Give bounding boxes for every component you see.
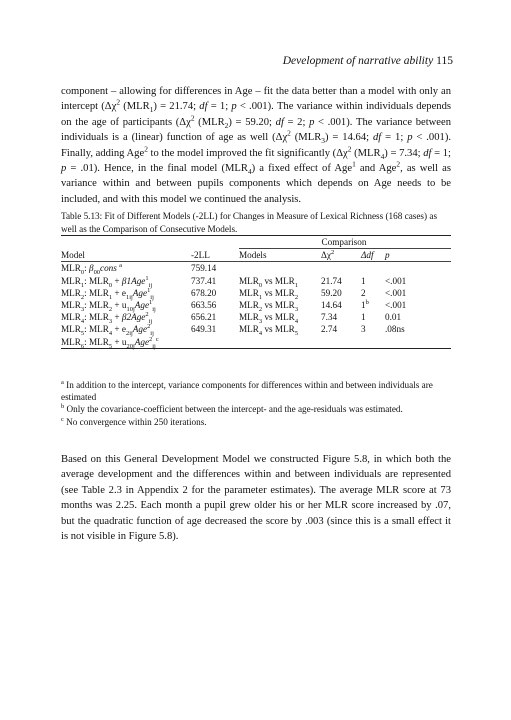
cell-comparison: [239, 299, 321, 311]
para1-seg: (MLR: [120, 101, 150, 113]
para1-seg: 1: [149, 105, 154, 115]
df-sup: b: [365, 298, 369, 306]
table-header-row: [61, 249, 451, 262]
model-seg: ij: [152, 342, 156, 350]
para1-seg: = 1;: [381, 132, 408, 144]
model-seg: : MLR: [84, 324, 109, 335]
para1-seg: 3: [321, 136, 325, 146]
cell-2ll: 737.41: [191, 275, 217, 286]
cmp-seg: MLR: [239, 312, 259, 323]
model-seg: 1: [147, 286, 151, 294]
para1-seg: 2: [396, 159, 401, 169]
para1-seg: ) = 7.34;: [384, 147, 424, 159]
model-seg: β: [121, 312, 127, 323]
model-seg: ij: [150, 330, 154, 338]
table-row: [61, 311, 451, 323]
model-seg: 1: [145, 274, 149, 282]
footnote-text: In addition to the intercept, variance components for differences within and between individuals are estimated: [61, 380, 433, 403]
cell-model: [61, 311, 191, 326]
cell-2ll: 678.20: [191, 287, 217, 298]
col-header-2ll: -2LL: [191, 249, 210, 260]
cell-2ll: 759.14: [191, 262, 239, 275]
cmp-seg: 3: [258, 318, 263, 326]
para1-seg: and Age: [355, 163, 397, 175]
df-value: 1: [361, 312, 366, 323]
model-seg: Age: [132, 287, 148, 298]
page-number: 115: [436, 55, 453, 67]
cell-p: .08ns: [385, 324, 405, 335]
cell-2ll: [191, 336, 239, 349]
cell-delta-df: [361, 299, 385, 311]
cmp-seg: vs MLR: [262, 312, 295, 323]
model-seg: 10j: [126, 305, 135, 313]
model-seg: 1ij: [125, 293, 133, 301]
df-value: 3: [361, 324, 366, 335]
model-seg: MLR: [61, 336, 81, 347]
model-seg: Age: [134, 336, 150, 347]
para1-seg: 2: [116, 97, 121, 107]
para1-seg: ) = 59.20;: [228, 116, 276, 128]
model-seg: Age: [132, 324, 148, 335]
model-seg: : MLR: [84, 300, 109, 311]
cmp-seg: 1: [294, 281, 299, 289]
model-seg: cons: [100, 263, 117, 274]
cell-comparison: [239, 262, 321, 275]
cell-2ll: 649.31: [191, 324, 217, 335]
model-seg: 0: [80, 269, 85, 277]
para1-seg: 2: [190, 113, 195, 123]
para1-seg: < .001). The variance within individuals depends on the age of participants (Δχ: [61, 101, 451, 128]
cell-2ll: 663.56: [191, 300, 217, 311]
model-seg: : MLR: [84, 287, 109, 298]
cell-model: [61, 275, 191, 287]
model-seg: MLR: [61, 275, 81, 286]
table-row: [61, 336, 451, 349]
para1-seg: 1: [352, 159, 356, 169]
para1-seg: 2: [144, 144, 148, 154]
para1-seg: p: [231, 101, 237, 113]
footnote-text: Only the covariance-coefficient between the intercept- and the age-residuals was estimated.: [64, 404, 403, 415]
footnote-text: No convergence within 250 iterations.: [63, 416, 207, 427]
para1-seg: df: [275, 116, 284, 128]
cell-2ll: 656.21: [191, 312, 217, 323]
delta-chi-sup: 2: [331, 249, 335, 257]
df-value: 1: [361, 300, 366, 311]
table-row: [61, 323, 451, 335]
model-seg: : MLR: [84, 312, 109, 323]
cell-model: [61, 287, 191, 299]
model-seg: 2: [108, 305, 113, 313]
running-head-title: Development of narrative ability: [282, 55, 434, 67]
model-seg: ij: [148, 318, 153, 326]
comparison-group-header: Comparison: [239, 236, 451, 249]
model-seg: β: [121, 275, 127, 286]
cell-p: <.001: [385, 275, 407, 286]
model-seg: MLR: [61, 287, 81, 298]
df-value: 2: [361, 287, 366, 298]
cmp-seg: MLR: [239, 275, 259, 286]
para1-seg: p: [407, 132, 413, 144]
cmp-seg: 3: [294, 305, 299, 313]
cmp-seg: 2: [258, 305, 263, 313]
para1-seg: 2: [287, 128, 291, 138]
cell-delta-chi: 21.74: [321, 275, 342, 286]
paragraph-1: [61, 84, 451, 207]
cell-comparison: [239, 311, 321, 326]
model-seg: MLR: [61, 263, 81, 274]
model-seg: c: [155, 335, 159, 343]
cell-p: <.001: [385, 300, 407, 311]
cell-delta-chi: 14.64: [321, 300, 342, 311]
running-head: [283, 55, 453, 67]
delta-chi-text: Δχ: [321, 250, 331, 261]
cell-model: [61, 323, 191, 338]
model-fit-table: [61, 235, 451, 349]
para1-seg: = .01). Hence, in the final model (MLR: [66, 163, 248, 175]
model-seg: 4: [80, 318, 85, 326]
table-footnote: [61, 379, 461, 403]
para1-seg: = 1;: [207, 101, 232, 113]
model-seg: : MLR: [84, 275, 109, 286]
model-seg: 2ij: [125, 330, 133, 338]
model-seg: 6: [80, 342, 85, 350]
table-group-header-row: [61, 236, 451, 249]
model-seg: +: [112, 275, 122, 286]
para1-seg: ) = 21.74;: [153, 101, 200, 113]
cell-delta-df: [361, 275, 385, 287]
para1-seg: p: [61, 163, 67, 175]
model-seg: :: [84, 263, 89, 274]
para1-seg: 2: [224, 120, 229, 130]
model-seg: 5: [80, 330, 85, 338]
para1-seg: df: [372, 132, 382, 144]
col-header-model: Model: [61, 249, 85, 260]
cell-delta-df: [361, 336, 385, 349]
delta-df-text: Δdf: [361, 250, 374, 261]
cmp-seg: vs MLR: [262, 275, 295, 286]
model-seg: 2: [80, 293, 85, 301]
model-seg: + u: [112, 336, 127, 347]
model-seg: 1: [80, 281, 85, 289]
model-seg: + e: [112, 324, 126, 335]
df-value: 1: [361, 275, 366, 286]
table-notes: [61, 379, 461, 428]
cmp-seg: MLR: [239, 300, 259, 311]
table-row: [61, 299, 451, 311]
cmp-seg: 1: [258, 293, 263, 301]
cmp-seg: vs MLR: [262, 287, 295, 298]
model-seg: 3: [108, 318, 113, 326]
cell-delta-df: [361, 262, 385, 275]
cmp-seg: 4: [294, 318, 299, 326]
para1-seg: < .001). Finally, adding Age: [61, 132, 451, 159]
model-seg: ij: [150, 293, 154, 301]
p-text: p: [385, 250, 390, 261]
para1-seg: = 1;: [431, 147, 452, 159]
para1-seg: df: [199, 101, 208, 113]
col-header-delta-chi: [321, 249, 361, 262]
model-seg: 1: [108, 293, 113, 301]
para1-seg: (MLR: [290, 132, 322, 144]
col-header-delta-df: [361, 249, 385, 262]
para1-seg: < .001). The variance between individuals is a (linear) function of age as well (Δχ: [61, 116, 451, 144]
col-header-p: [385, 249, 451, 262]
model-seg: +: [112, 312, 122, 323]
cell-delta-chi: 7.34: [321, 312, 338, 323]
model-seg: ij: [148, 281, 153, 289]
col-header-models: Models: [239, 250, 267, 261]
table-footnote: [61, 403, 461, 415]
model-seg: 1: [126, 275, 132, 286]
model-seg: 2: [145, 311, 149, 319]
para1-seg: component – allowing for differences in Age – fit the data better than a model with only an intercept (Δχ: [61, 86, 451, 113]
model-seg: 20j: [126, 342, 135, 350]
cell-model: [61, 262, 191, 275]
model-seg: ij: [152, 305, 156, 313]
model-seg: : MLR: [84, 336, 109, 347]
model-seg: MLR: [61, 324, 81, 335]
model-seg: 1: [149, 298, 153, 306]
table-body: [61, 262, 451, 348]
model-seg: a: [119, 262, 123, 270]
cmp-seg: MLR: [239, 324, 259, 335]
model-seg: 2: [126, 312, 132, 323]
paragraph-2: Based on this General Development Model we constructed Figure 5.8, in which both the average development and the differences within and between individuals are represented (see Table 2.3 in Appendix 2 for the parameter estimates). The average MLR score at 73 months was 2.25. Each month a pupil grew older his or her MLR score increased by .07, but the quadratic function of age decreased the score by .003 (since this is a small effect it is not visible in Figure 5.8).: [61, 454, 451, 543]
table-caption: Table 5.13: Fit of Different Models (-2LL) for Changes in Measure of Lexical Richness (168 cases) as well as the Comparison of Consecutive Models.: [61, 211, 438, 234]
cell-delta-chi: [321, 262, 361, 275]
cmp-seg: MLR: [239, 287, 259, 298]
para1-seg: ) a fixed effect of Age: [251, 163, 353, 175]
model-seg: + u: [112, 300, 127, 311]
para1-seg: = 2;: [283, 116, 310, 128]
cell-comparison: [239, 275, 321, 287]
cell-model: [61, 299, 191, 311]
table-row: [61, 287, 451, 299]
cell-delta-df: [361, 323, 385, 335]
para1-seg: ) = 14.64;: [324, 132, 373, 144]
model-seg: Age: [131, 275, 146, 286]
para1-seg: (MLR: [194, 116, 225, 128]
cell-p: 0.01: [385, 312, 402, 323]
model-seg: Age: [131, 312, 146, 323]
cell-delta-chi: [321, 336, 361, 349]
cell-comparison: [239, 287, 321, 299]
model-seg: β: [89, 263, 94, 274]
model-seg: MLR: [61, 312, 81, 323]
model-seg: 2: [149, 335, 153, 343]
para1-seg: df: [423, 147, 432, 159]
para1-seg: p: [309, 116, 315, 128]
cell-model: [61, 336, 191, 349]
para1-seg: , as well as variance within and between pupils components which depends on Age needs to be included, and with this model we continued the analysis.: [61, 163, 451, 205]
cell-p: [385, 336, 451, 349]
model-seg: 0: [108, 281, 113, 289]
para1-seg: to the model improved the fit significantly (Δχ: [147, 147, 348, 159]
model-seg: MLR: [61, 300, 81, 311]
cmp-seg: vs MLR: [262, 324, 295, 335]
cell-delta-df: [361, 287, 385, 299]
footnote-mark: b: [61, 403, 65, 411]
cmp-seg: 5: [294, 330, 299, 338]
cell-delta-df: [361, 311, 385, 323]
table-row: [61, 275, 451, 287]
footnote-mark: a: [61, 378, 64, 386]
model-seg: 5: [108, 342, 113, 350]
model-seg: + e: [112, 287, 126, 298]
para1-seg: (MLR: [351, 147, 381, 159]
cell-comparison: [239, 323, 321, 338]
cmp-seg: 4: [258, 330, 263, 338]
model-seg: Age: [134, 300, 150, 311]
footnote-mark: c: [61, 415, 64, 423]
para1-seg: 4: [380, 151, 385, 161]
cell-delta-chi: 2.74: [321, 324, 338, 335]
model-seg: 3: [80, 305, 85, 313]
para1-seg: 2: [347, 144, 352, 154]
model-seg: 4: [108, 330, 113, 338]
para1-seg: 4: [247, 167, 252, 177]
table-footnote: [61, 416, 461, 428]
cmp-seg: 2: [294, 293, 299, 301]
cell-delta-chi: 59.20: [321, 287, 342, 298]
cell-p: <.001: [385, 287, 407, 298]
cmp-seg: vs MLR: [262, 300, 295, 311]
cell-comparison: [239, 336, 321, 349]
cell-p: [385, 262, 451, 275]
model-seg: 00: [93, 269, 101, 277]
model-seg: 2: [147, 323, 151, 331]
cmp-seg: 0: [258, 281, 263, 289]
table-row: [61, 262, 451, 275]
